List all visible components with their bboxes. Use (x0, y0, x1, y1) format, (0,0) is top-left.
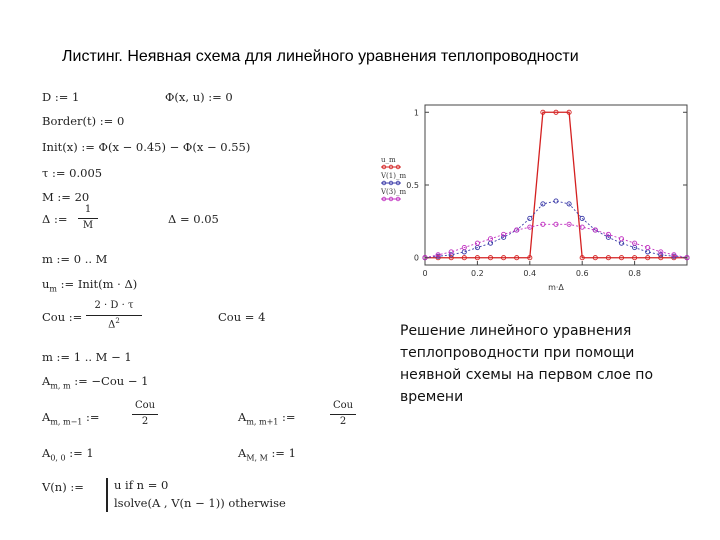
slide-title: Листинг. Неявная схема для линейного уравнения теплопроводности (62, 48, 579, 65)
def-a-mp1: $A_{m, m+1}$ := (238, 410, 296, 427)
a-mp1-denominator: 2 (339, 416, 347, 427)
def-border: Border(t) := 0 (42, 114, 125, 128)
def-m-range2: m := 1 .. M − 1 (42, 350, 132, 364)
def-M: M := 20 (42, 190, 90, 204)
x-tick-label: 0.8 (628, 269, 641, 278)
y-tick-label: 0.5 (406, 181, 419, 190)
def-delta: Δ := (42, 212, 68, 226)
legend-label: V(3)_m (381, 188, 407, 196)
u-symbol: u (42, 277, 50, 291)
def-cou: Cou := (42, 310, 83, 324)
def-a-mm: $A_{m, m}$ := −Cou − 1 (42, 374, 149, 391)
legend-label: V(1)_m (381, 172, 407, 180)
delta-value: Δ = 0.05 (168, 212, 219, 226)
a-mm1-denominator: 2 (141, 416, 149, 427)
def-a-mm1: $A_{m, m-1}$ := (42, 410, 100, 427)
cou-denominator: $\Delta^2$ (108, 317, 120, 331)
def-init: Init(x) := Φ(x − 0.45) − Φ(x − 0.55) (42, 140, 251, 154)
delta-fraction-line (78, 218, 98, 219)
delta-denominator: M (82, 220, 94, 231)
def-V: V(n) := (42, 480, 84, 494)
cou-fraction-line (86, 315, 142, 316)
def-m-range: m := 0 .. M (42, 252, 108, 266)
plot-frame (425, 105, 687, 265)
caption-line-2: теплопроводности при помощи (400, 345, 635, 361)
cou-value: Cou = 4 (218, 310, 266, 324)
u-subscript: m (49, 284, 58, 294)
cou-numerator: 2 · D · τ (94, 300, 134, 311)
x-tick-label: 0.2 (471, 269, 484, 278)
x-tick-label: 0.4 (523, 269, 537, 278)
u-rhs: := Init(m · Δ) (60, 277, 138, 291)
x-axis-label: m·Δ (548, 283, 564, 292)
caption-line-1: Решение линейного уравнения (400, 323, 632, 339)
caption-line-4: времени (400, 389, 464, 405)
def-phi: Φ(x, u) := 0 (165, 90, 233, 104)
def-a00: $A_{0, 0}$ := 1 (42, 446, 94, 463)
y-tick-label: 0 (413, 253, 419, 263)
a-mm1-numerator: Cou (134, 400, 156, 411)
legend-label: u_m (381, 156, 396, 164)
a-mp1-fraction-line (330, 414, 356, 415)
def-u-init (42, 277, 137, 293)
delta-numerator: 1 (84, 204, 92, 215)
v-case2: lsolve(A , V(n − 1)) otherwise (114, 496, 286, 510)
def-aMM: $A_{M, M}$ := 1 (238, 446, 296, 463)
piecewise-bar (106, 478, 108, 512)
solution-plot (375, 100, 695, 300)
x-tick-label: 0.6 (575, 269, 589, 278)
def-tau: τ := 0.005 (42, 166, 103, 180)
x-tick-label: 0 (422, 269, 428, 278)
y-tick-label: 1 (413, 108, 419, 118)
caption-line-3: неявной схемы на первом слое по (400, 367, 654, 383)
a-mm1-fraction-line (132, 414, 158, 415)
a-mp1-numerator: Cou (332, 400, 354, 411)
def-D: D := 1 (42, 90, 80, 104)
v-case1: u if n = 0 (114, 478, 169, 492)
caption (400, 320, 690, 408)
